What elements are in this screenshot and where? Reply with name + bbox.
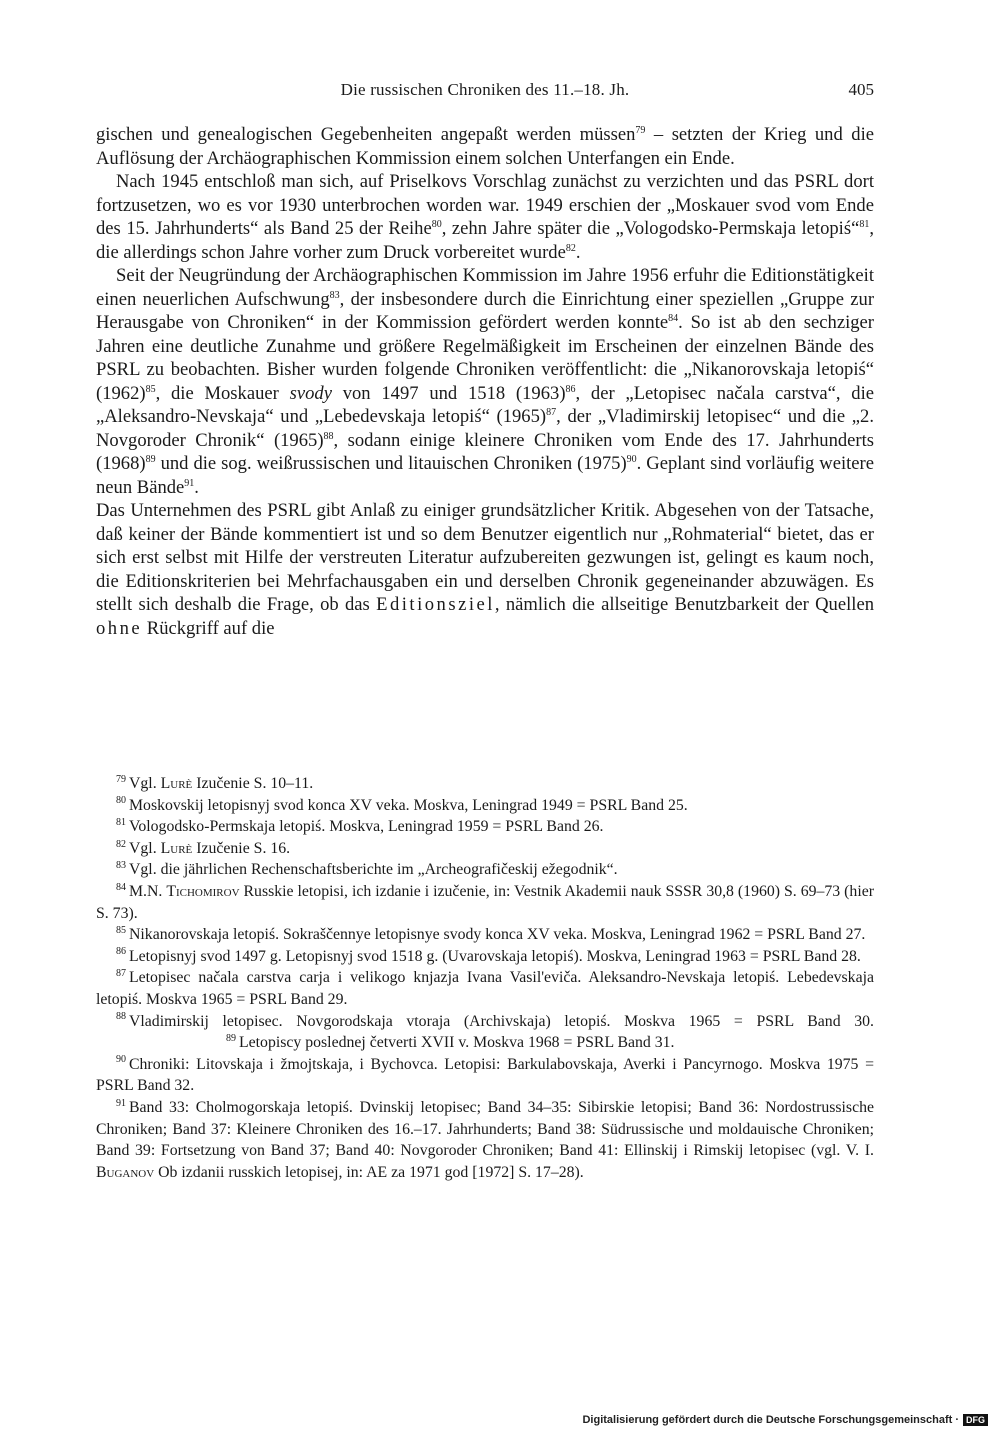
footnote-ref-83[interactable]: 83 — [329, 289, 340, 301]
text-run: , der „Letopisec načala carstva“, die „Aleksandro-Nevskaja“ und „Lebedevskaja letopiś“ (1965) — [96, 382, 875, 427]
footnote-ref-79[interactable]: 79 — [635, 124, 646, 136]
footnote-79 — [96, 773, 874, 795]
footnote-90 — [96, 1054, 874, 1097]
text-run: Das Unternehmen des PSRL gibt Anlaß zu einiger grundsätzlicher Kritik. Abgesehen von der Tatsache, daß keiner der Bände kommentiert ist und so dem Benutzer eigentlich nur „Rohmaterial“ bietet, das er sich erst selbst mit Hilfe der verstreuten Literatur aufzubereiten gezwungen ist, gelingt es kaum noch, die Editionskriterien bei Mehrfachausgaben ein und derselben Chronik gegeneinander abzuwägen. Es stellt sich deshalb die Frage, ob das — [96, 500, 874, 615]
footnote-number: 89 — [226, 1032, 236, 1044]
text-run: Vladimirskij letopisec. Novgorodskaja vtoraja (Archivskaja) letopiś. Moskva 1965 = PSRL Band 30. — [129, 1012, 874, 1030]
text-run: . — [575, 241, 581, 263]
text-run: Chroniki: Litovskaja i žmojtskaja, i Bychovca. Letopisi: Barkulabovskaja, Averki i Pancyrnogo. Moskva 1975 = PSRL Band 32. — [96, 1055, 874, 1095]
author-name: Buganov — [96, 1163, 155, 1181]
text-run: , die allerdings schon Jahre vorher zum Druck vorbereitet wurde — [96, 218, 874, 263]
footnote-85 — [96, 924, 874, 946]
text-run: . So ist ab den sechziger Jahren eine deutliche Zunahme und größere Regelmäßigkeit im Erscheinen der einzelnen Bände des PSRL zu beobachten. Bisher wurden folgende Chroniken veröffentlicht: die „Nikanorovskaja letopiś“ (1962) — [96, 312, 874, 404]
running-header — [96, 80, 874, 104]
text-run: . Geplant sind vorläufig weitere neun Bände — [96, 453, 874, 498]
italic-term: svody — [289, 382, 332, 404]
footnote-84 — [96, 881, 874, 924]
text-run: , zehn Jahre später die „Vologodsko-Permskaja letopiś“ — [441, 218, 860, 239]
footnote-ref-89[interactable]: 89 — [145, 453, 156, 465]
footnote-88-89 — [96, 1011, 874, 1054]
footnote-91 — [96, 1097, 874, 1183]
text-run: , der insbesondere durch die Einrichtung einer speziellen „Gruppe zur Herausgabe von Chroniken“ in der Kommission gefördert werden konnte — [96, 288, 875, 333]
text-run: , sodann einige kleinere Chroniken vom Ende des 17. Jahrhunderts (1968) — [96, 429, 875, 474]
footnote-number: 86 — [116, 946, 126, 958]
footnote-86 — [96, 946, 874, 968]
footnote-80 — [96, 795, 874, 817]
text-run: Vgl. — [129, 839, 161, 857]
text-run: Rückgriff auf die — [142, 617, 275, 639]
text-run: von 1497 und 1518 (1963) — [331, 382, 566, 404]
text-run: Izučenie S. 10–11. — [192, 775, 314, 792]
footnote-82 — [96, 838, 874, 860]
footnote-ref-88[interactable]: 88 — [323, 430, 334, 442]
footnote-number: 83 — [116, 860, 126, 872]
footnote-number: 88 — [116, 1011, 126, 1023]
text-run: und die sog. weißrussischen und litauischen Chroniken (1975) — [155, 453, 627, 474]
footnote-number: 84 — [116, 881, 126, 893]
text-run: , nämlich die allseitige Benutzbarkeit der Quellen — [494, 594, 874, 615]
footnotes — [96, 773, 874, 1183]
footnote-ref-80[interactable]: 80 — [431, 218, 442, 230]
page-number: 405 — [848, 80, 874, 99]
footnote-number: 79 — [116, 773, 126, 785]
text-run: Izučenie S. 16. — [192, 839, 291, 857]
footnote-number: 90 — [116, 1054, 126, 1066]
running-title: Die russischen Chroniken des 11.–18. Jh. — [340, 80, 630, 99]
main-text — [96, 123, 874, 640]
text-run: . — [194, 476, 199, 498]
footnote-ref-91[interactable]: 91 — [184, 477, 195, 489]
text-run: , die Moskauer — [155, 382, 290, 404]
author-name: Lurè — [160, 775, 193, 792]
text-run: Seit der Neugründung der Archäographischen Kommission im Jahre 1956 erfuhr die Editionstätigkeit einen neuerlichen Aufschwung — [96, 265, 874, 310]
footnote-number: 80 — [116, 795, 126, 807]
text-run: Band 33: Cholmogorskaja letopiś. Dvinskij letopisec; Band 34–35: Sibirskie letopisi; Band 36: Nordostrussische Chroniken; Band 37: Kleinere Chroniken des 16.–17. Jahrhunderts; Band 38: Südrussische und moldauische Chroniken; Band 39: Fortsetzung von Band 37; Band 40: Novgoroder Chroniken; Band 41: Ellinskij i Rimskij letopisec (vgl. V. I. — [96, 1098, 874, 1160]
footer-text: Digitalisierung gefördert durch die Deutsche Forschungsgemeinschaft · — [582, 1414, 959, 1426]
footnote-ref-86[interactable]: 86 — [565, 383, 576, 395]
author-name: Lurè — [160, 839, 193, 857]
dfg-logo: DFG — [963, 1414, 988, 1426]
text-run: Vgl. die jährlichen Rechenschaftsberichte im „Archeografičeskij ežegodnik“. — [129, 861, 618, 879]
paragraph-1 — [96, 123, 874, 170]
footnote-number: 87 — [116, 968, 126, 980]
paragraph-4 — [96, 499, 874, 640]
footnote-ref-87[interactable]: 87 — [546, 406, 557, 418]
footnote-number: 85 — [116, 924, 126, 936]
text-run: Letopisec načala carstva carja i velikogo knjazja Ivana Vasil'eviča. Aleksandro-Nevskaja letopiś. Lebedevskaja letopiś. Moskva 1965 = PSRL Band 29. — [96, 969, 874, 1008]
spaced-term: ohne — [96, 617, 143, 639]
text-run: Nikanorovskaja letopiś. Sokraščennye letopisnye svody konca XV veka. Moskva, Leningrad 1962 = PSRL Band 27. — [129, 926, 866, 944]
footnote-ref-90[interactable]: 90 — [626, 453, 637, 465]
footnote-number: 81 — [116, 816, 126, 828]
digitization-footer — [582, 1413, 988, 1427]
text-run: Russkie letopisi, ich izdanie i izučenie, in: Vestnik Akademii nauk SSSR 30,8 (1960) S. 69–73 (hier S. 73). — [96, 882, 874, 922]
text-run: , der „Vladimirskij letopisec“ und die „2. Novgoroder Chronik“ (1965) — [96, 406, 875, 451]
paragraph-3 — [96, 264, 874, 499]
text-run: Nach 1945 entschloß man sich, auf Priselkovs Vorschlag zunächst zu verzichten und das PSRL dort fortzusetzen, wo es vor 1930 unterbrochen worden war. 1949 erschien der „Moskauer svod vom Ende des 15. Jahrhunderts“ als Band 25 der Reihe — [96, 171, 874, 239]
footnote-number: 91 — [116, 1097, 126, 1109]
footnote-ref-82[interactable]: 82 — [565, 242, 576, 254]
text-run: Vgl. — [129, 775, 161, 792]
footnote-ref-81[interactable]: 81 — [859, 218, 870, 230]
footnote-ref-85[interactable]: 85 — [145, 383, 156, 395]
text-run: gischen und genealogischen Gegebenheiten angepaßt werden müssen — [96, 124, 636, 145]
footnote-number: 82 — [116, 838, 126, 850]
footnote-87 — [96, 967, 874, 1010]
footnote-81 — [96, 816, 874, 838]
text-run: Moskovskij letopisnyj svod konca XV veka. Moskva, Leningrad 1949 = PSRL Band 25. — [129, 796, 688, 814]
text-run: – setzten der Krieg und die Auflösung der Archäographischen Kommission einem solchen Unterfangen ein Ende. — [96, 124, 874, 169]
text-run: Letopiscy poslednej četverti XVII v. Moskva 1968 = PSRL Band 31. — [239, 1034, 675, 1052]
author-name: Tichomirov — [166, 882, 240, 900]
paragraph-2 — [96, 170, 874, 264]
spaced-term: Editionsziel — [376, 594, 495, 615]
text-run: Letopisnyj svod 1497 g. Letopisnyj svod 1518 g. (Uvarovskaja letopiś). Moskva, Leningrad 1963 = PSRL Band 28. — [129, 947, 861, 965]
text-run: Ob izdanii russkich letopisej, in: AE za 1971 god [1972] S. 17–28). — [154, 1163, 584, 1181]
footnote-83 — [96, 859, 874, 881]
text-run: M.N. — [129, 882, 167, 900]
footnote-ref-84[interactable]: 84 — [668, 312, 679, 324]
text-run: Vologodsko-Permskaja letopiś. Moskva, Leningrad 1959 = PSRL Band 26. — [129, 818, 604, 836]
